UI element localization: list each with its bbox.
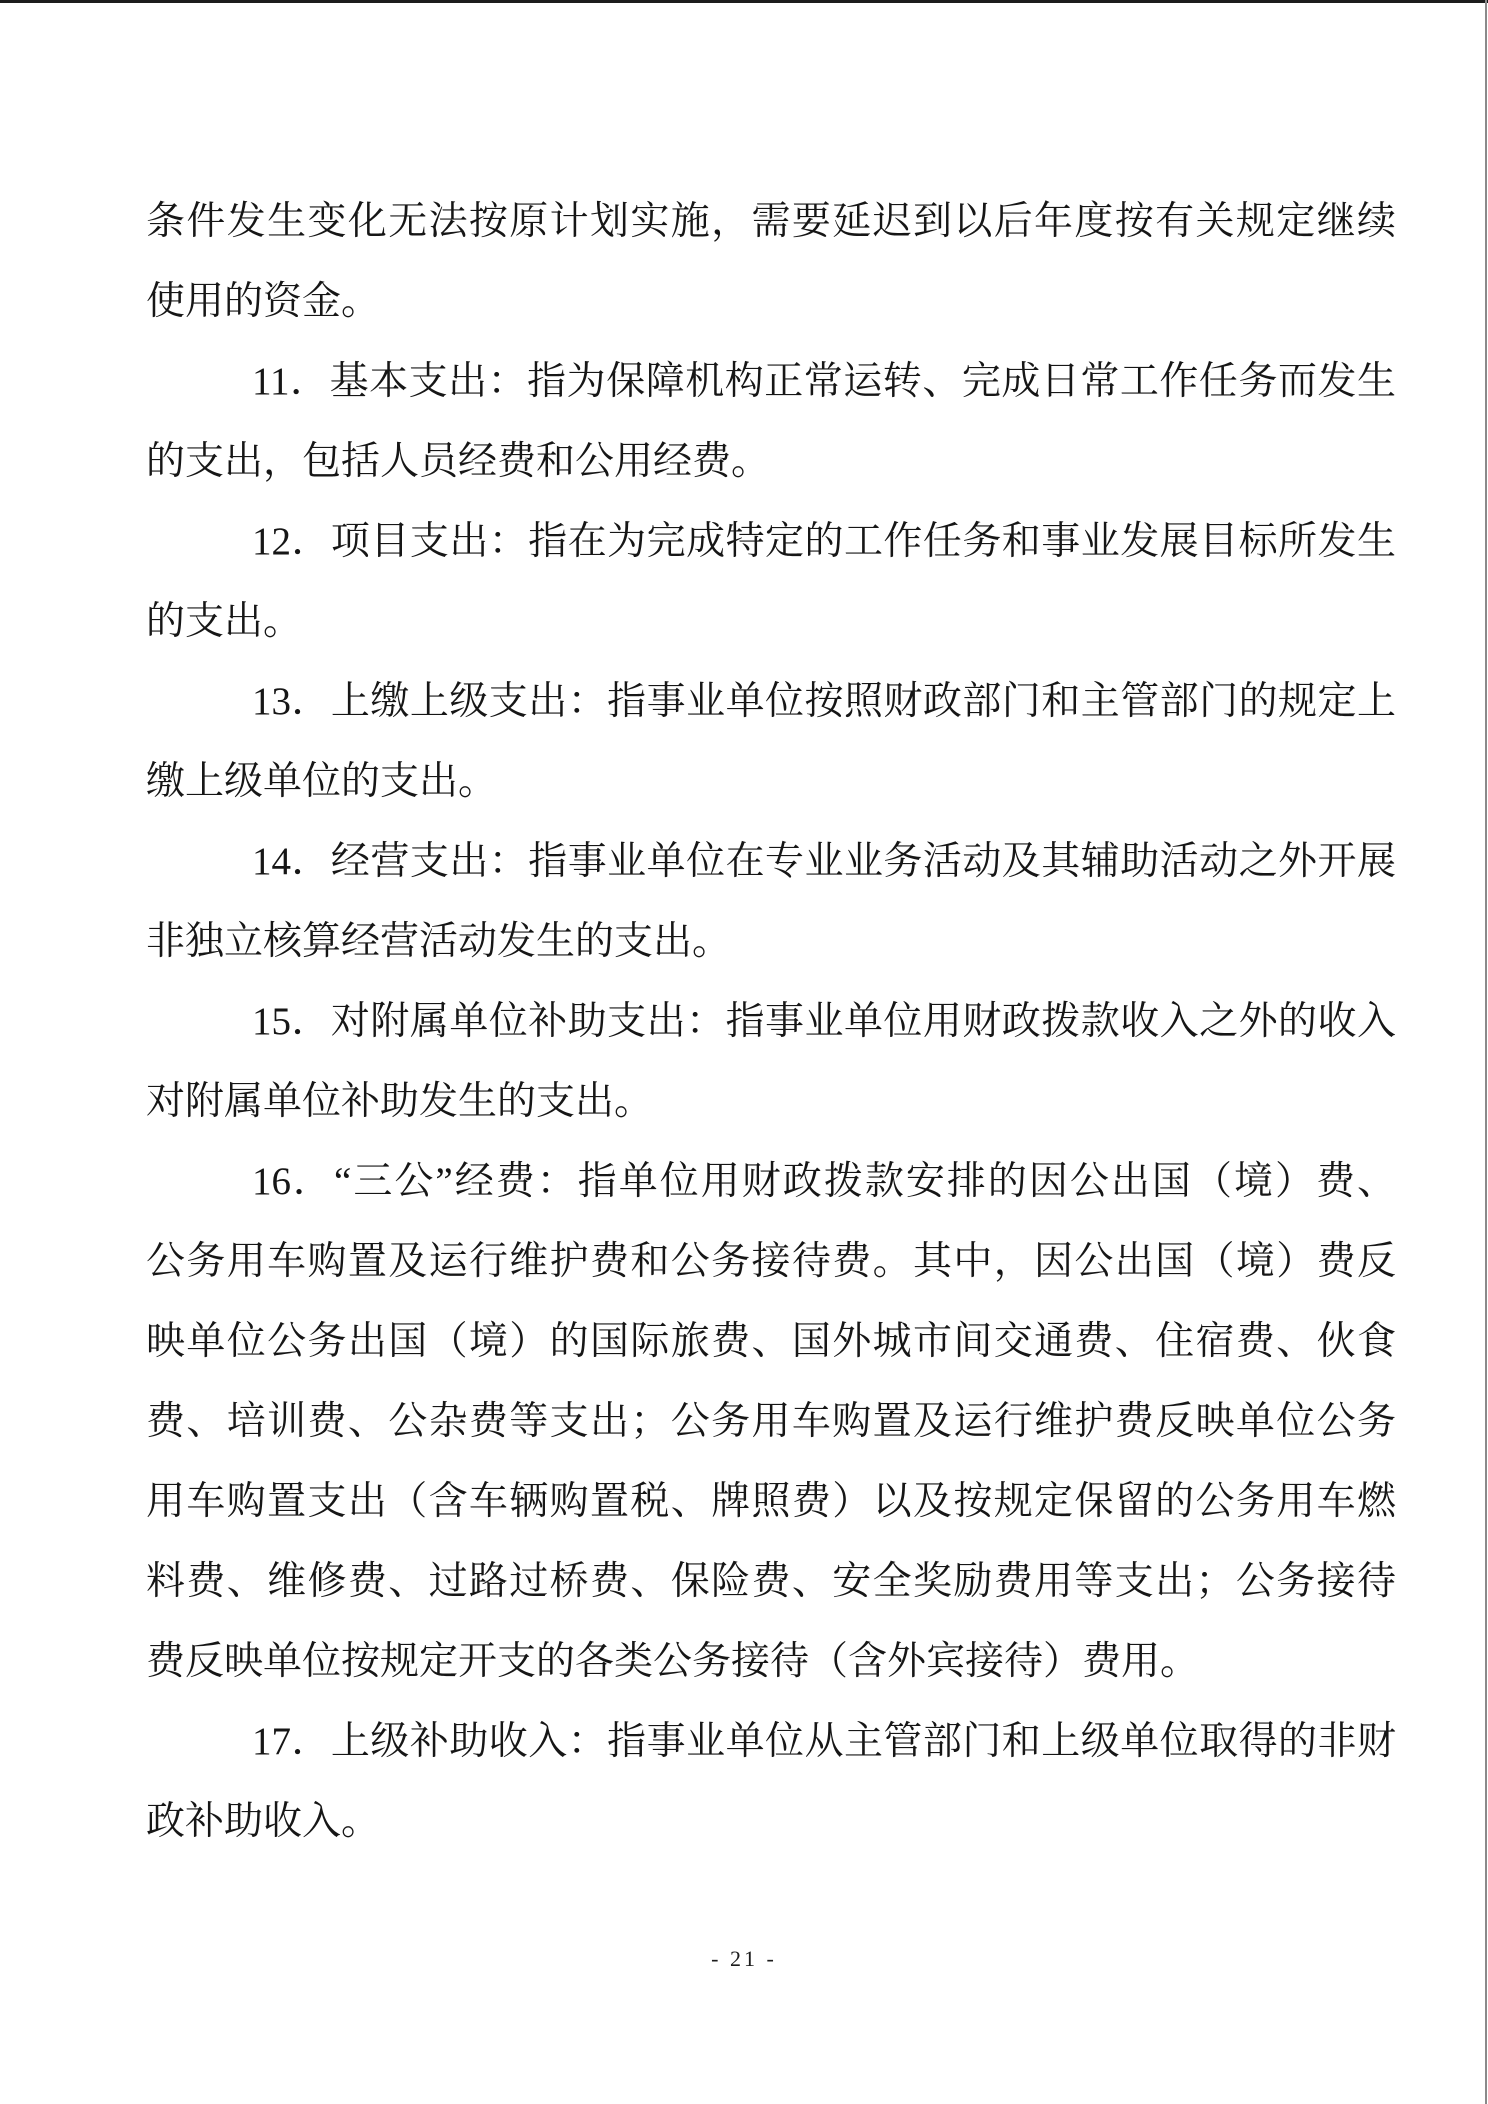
text-line: 缴上级单位的支出。 bbox=[146, 760, 498, 803]
text-line: 费、培训费、公杂费等支出；公务用车购置及运行维护费反映单位公务 bbox=[146, 1400, 1396, 1443]
page-number: - 21 - bbox=[711, 1946, 777, 1971]
text-line: 非独立核算经营活动发生的支出。 bbox=[146, 920, 732, 963]
page-footer bbox=[0, 1946, 1488, 1972]
text-line: 13．上缴上级支出：指事业单位按照财政部门和主管部门的规定上 bbox=[252, 680, 1396, 723]
text-line: 17．上级补助收入：指事业单位从主管部门和上级单位取得的非财 bbox=[252, 1720, 1396, 1763]
text-line: 使用的资金。 bbox=[146, 280, 381, 323]
text-line: 11．基本支出：指为保障机构正常运转、完成日常工作任务而发生 bbox=[252, 360, 1396, 403]
text-line: 料费、维修费、过路过桥费、保险费、安全奖励费用等支出；公务接待 bbox=[146, 1560, 1396, 1603]
text-line: 条件发生变化无法按原计划实施，需要延迟到以后年度按有关规定继续 bbox=[146, 200, 1396, 243]
text-line: 15．对附属单位补助支出：指事业单位用财政拨款收入之外的收入 bbox=[252, 1000, 1396, 1043]
text-line: 政补助收入。 bbox=[146, 1800, 381, 1843]
text-line: 12．项目支出：指在为完成特定的工作任务和事业发展目标所发生 bbox=[252, 520, 1396, 563]
text-line: 用车购置支出（含车辆购置税、牌照费）以及按规定保留的公务用车燃 bbox=[146, 1480, 1396, 1523]
text-line: 的支出。 bbox=[146, 600, 303, 643]
text-line: 公务用车购置及运行维护费和公务接待费。其中，因公出国（境）费反 bbox=[146, 1240, 1396, 1283]
text-line: 对附属单位补助发生的支出。 bbox=[146, 1080, 654, 1123]
document-body bbox=[146, 182, 1396, 1862]
scan-border-right bbox=[1485, 0, 1487, 2104]
scan-border-top bbox=[0, 0, 1488, 3]
text-line: 映单位公务出国（境）的国际旅费、国外城市间交通费、住宿费、伙食 bbox=[146, 1320, 1396, 1363]
text-line: 费反映单位按规定开支的各类公务接待（含外宾接待）费用。 bbox=[146, 1640, 1200, 1683]
text-line: 16．“三公”经费：指单位用财政拨款安排的因公出国（境）费、 bbox=[252, 1160, 1396, 1203]
text-line: 14．经营支出：指事业单位在专业业务活动及其辅助活动之外开展 bbox=[252, 840, 1396, 883]
text-line: 的支出，包括人员经费和公用经费。 bbox=[146, 440, 771, 483]
